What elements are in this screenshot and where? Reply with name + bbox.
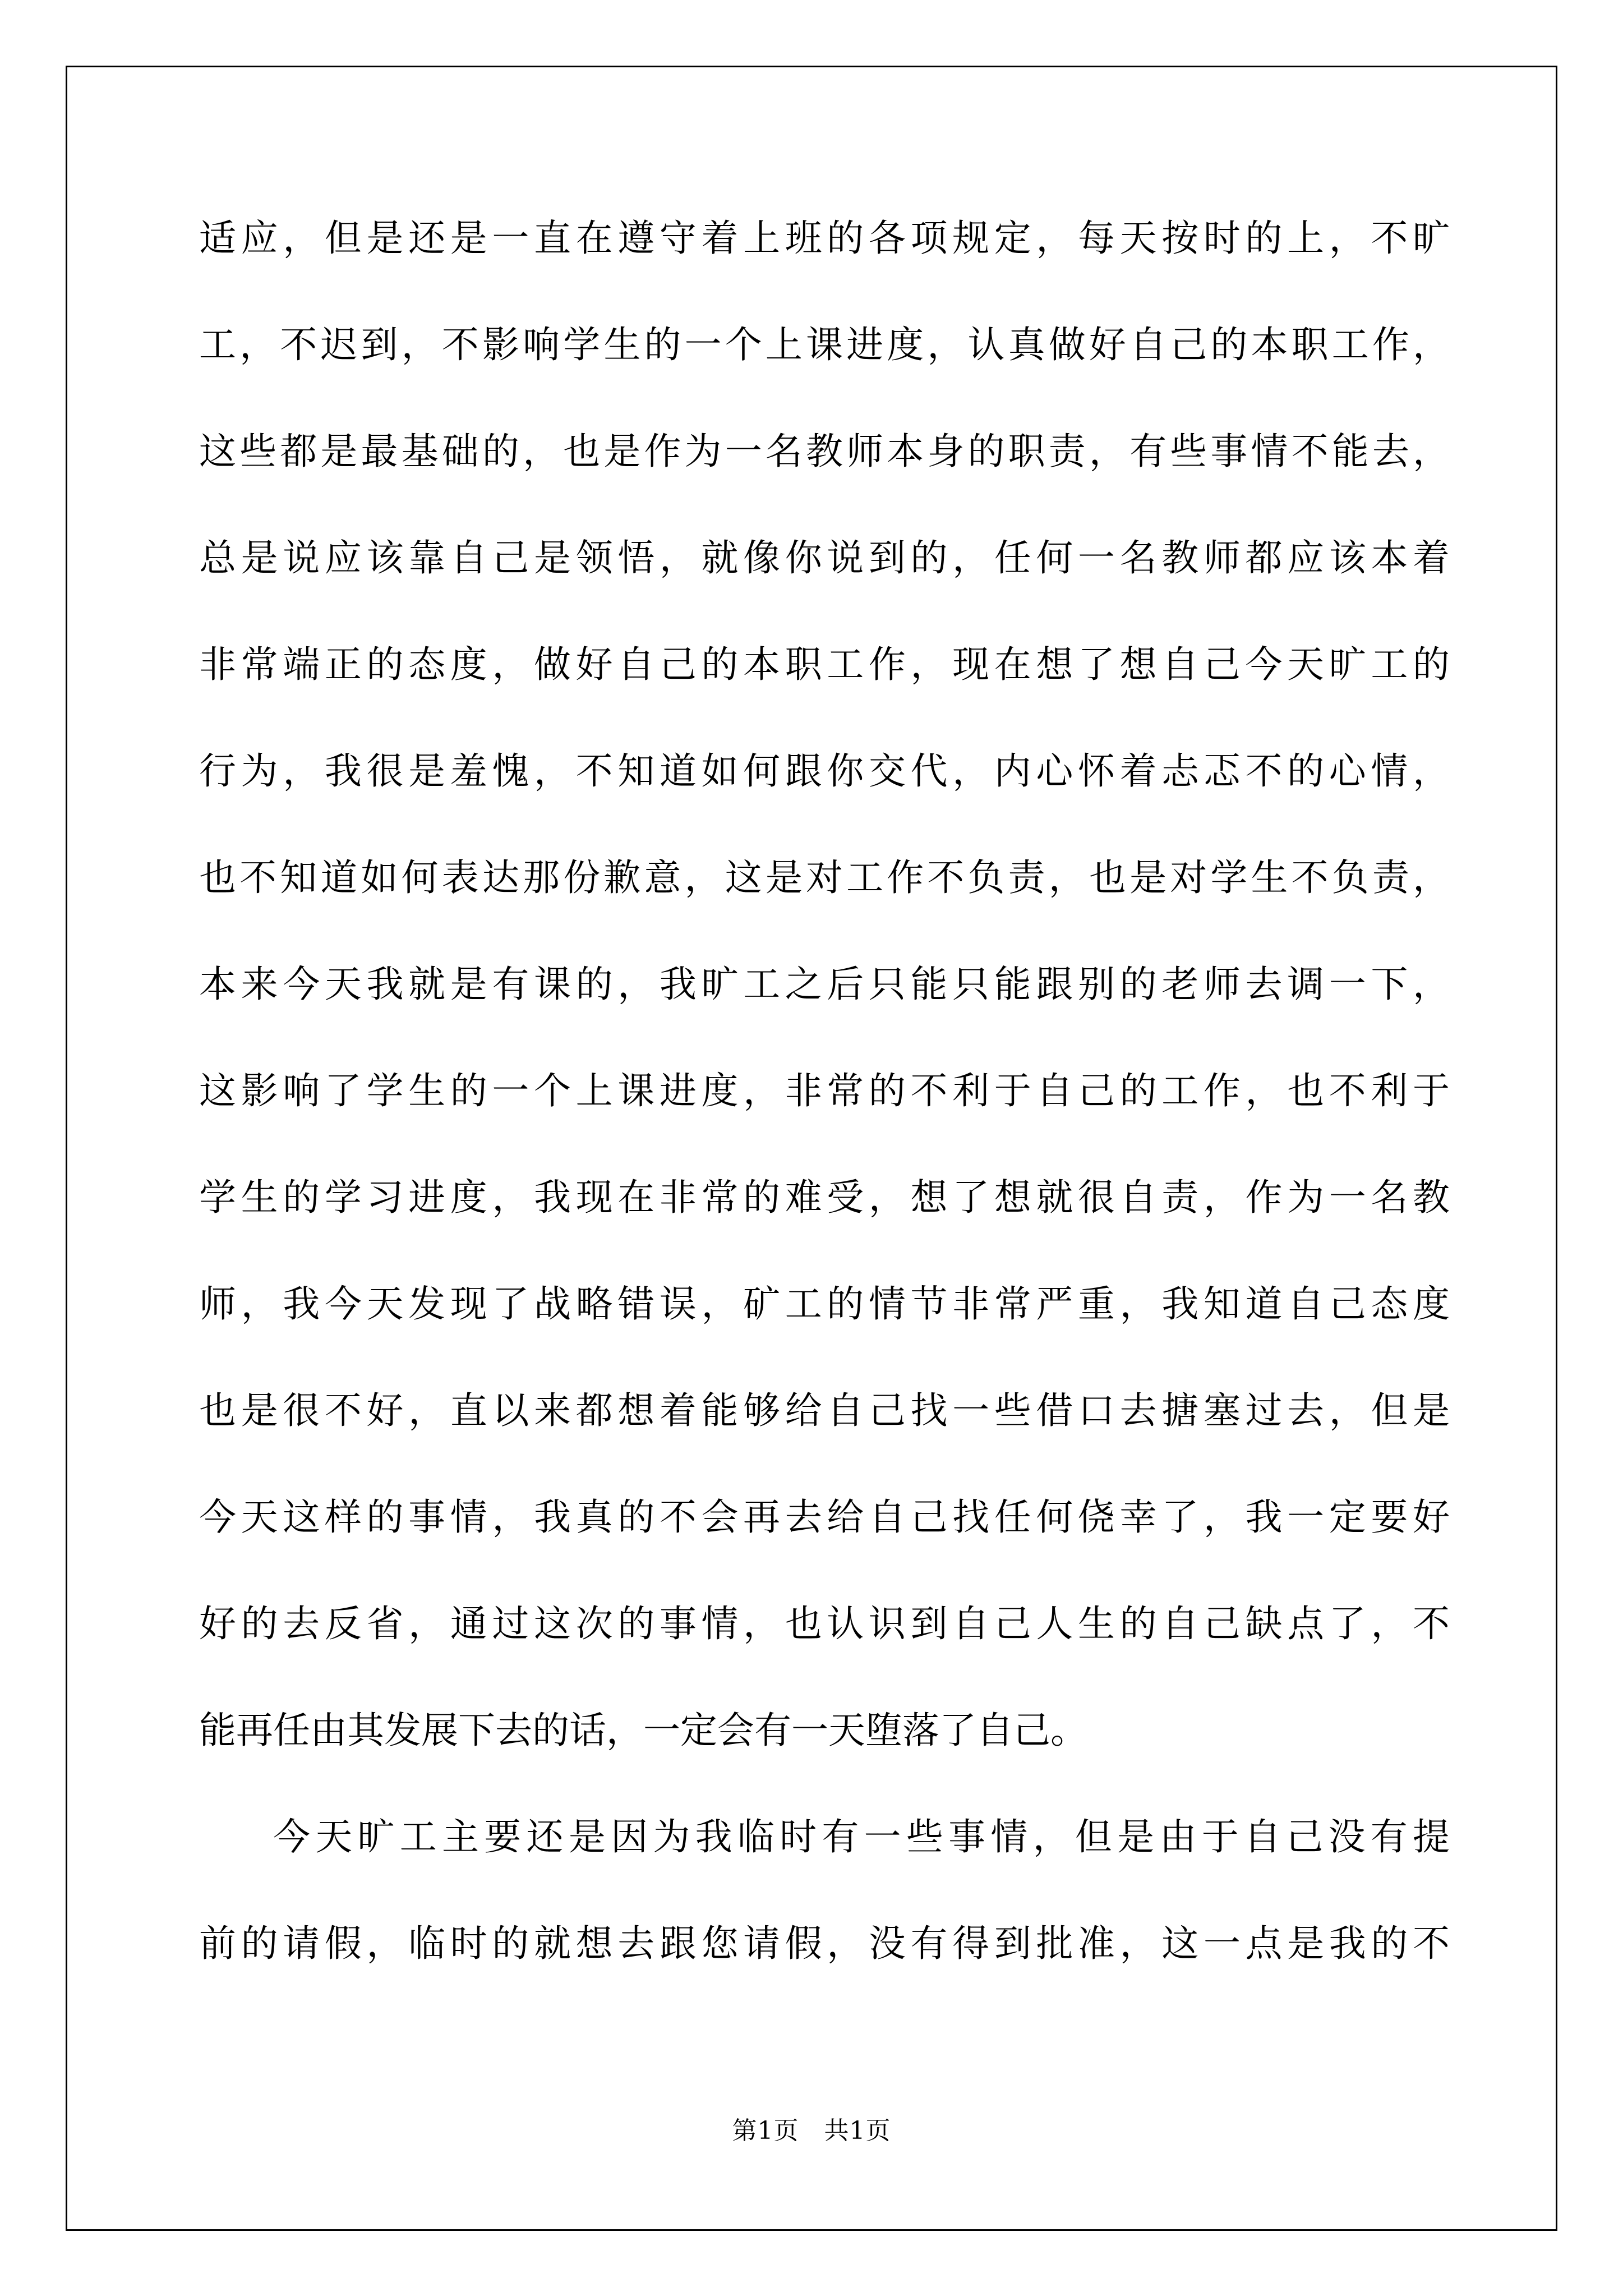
text-line: 今天旷工主要还是因为我临时有一些事情，但是由于自己没有提 [273, 1815, 1450, 1858]
text-line: 师，我今天发现了战略错误，矿工的情节非常严重，我知道自己态度 [199, 1282, 1450, 1326]
text-line: 前的请假，临时的就想去跟您请假，没有得到批准，这一点是我的不 [199, 1922, 1450, 1965]
text-line: 工，不迟到，不影响学生的一个上课进度，认真做好自己的本职工作， [199, 323, 1450, 366]
text-line: 好的去反省，通过这次的事情，也认识到自己人生的自己缺点了，不 [199, 1602, 1450, 1645]
text-line: 今天这样的事情，我真的不会再去给自己找任何侥幸了，我一定要好 [199, 1496, 1450, 1539]
text-line: 总是说应该靠自己是领悟，就像你说到的，任何一名教师都应该本着 [199, 536, 1450, 579]
text-line: 也是很不好，直以来都想着能够给自己找一些借口去搪塞过去，但是 [199, 1389, 1450, 1432]
document-body [199, 205, 1450, 2017]
text-line: 能再任由其发展下去的话，一定会有一天堕落了自己。 [199, 1709, 1087, 1752]
text-line: 这些都是最基础的，也是作为一名教师本身的职责，有些事情不能去， [199, 430, 1450, 473]
text-line: 适应，但是还是一直在遵守着上班的各项规定，每天按时的上，不旷 [199, 217, 1450, 260]
text-line: 也不知道如何表达那份歉意，这是对工作不负责，也是对学生不负责， [199, 856, 1450, 899]
page-footer: 第1页 共1页 [732, 2116, 891, 2145]
text-line: 学生的学习进度，我现在非常的难受，想了想就很自责，作为一名教 [199, 1176, 1450, 1219]
text-line: 非常端正的态度，做好自己的本职工作，现在想了想自己今天旷工的 [199, 643, 1450, 686]
text-line: 本来今天我就是有课的，我旷工之后只能只能跟别的老师去调一下， [199, 963, 1450, 1006]
text-line: 这影响了学生的一个上课进度，非常的不利于自己的工作，也不利于 [199, 1069, 1450, 1112]
text-line: 行为，我很是羞愧，不知道如何跟你交代，内心怀着忐忑不的心情， [199, 749, 1450, 793]
